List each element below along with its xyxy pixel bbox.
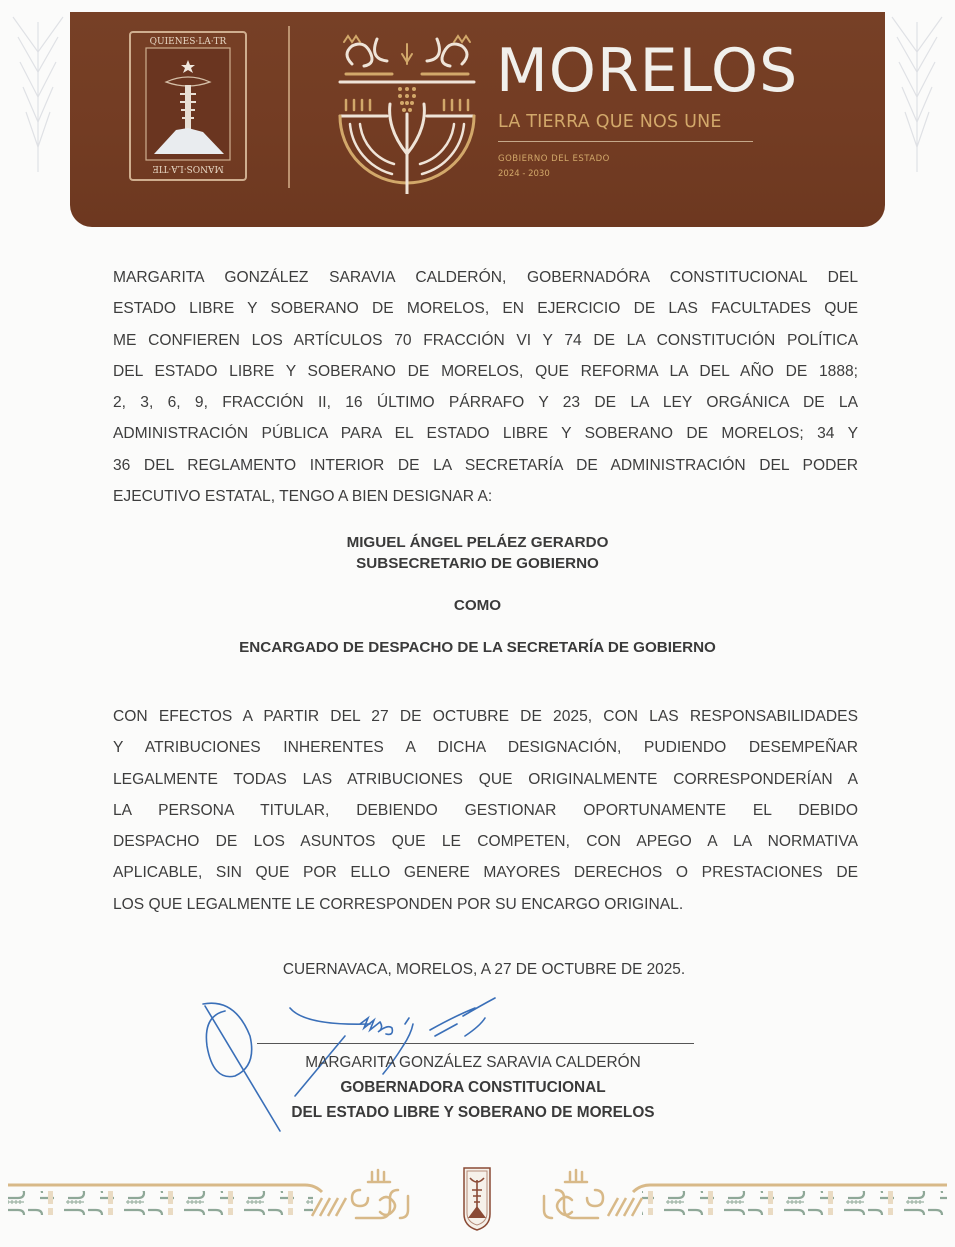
effects-line: DESPACHO DE LOS ASUNTOS QUE LE COMPETEN, CON APEGO A LA NORMATIVA <box>113 833 858 851</box>
effects-line: LA PERSONA TITULAR, DEBIENDO GESTIONAR OPORTUNAMENTE EL DEBIDO <box>113 801 858 819</box>
signer-title: GOBERNADORA CONSTITUCIONAL <box>340 1079 606 1096</box>
side-ornament-left <box>8 12 68 182</box>
brand-rule <box>498 141 753 142</box>
appointment-title: ENCARGADO DE DESPACHO DE LA SECRETARÍA DE GOBIERNO <box>239 639 716 656</box>
como-label: COMO <box>453 597 502 614</box>
effects-line: LEGALMENTE TODAS LAS ATRIBUCIONES QUE ORIGINALMENTE CORRESPONDERÍAN A <box>113 770 858 788</box>
intro-line: 2, 3, 6, 9, FRACCIÓN II, 16 ÚLTIMO PÁRRAFO Y 23 DE LA LEY ORGÁNICA DE LA <box>113 394 858 412</box>
place-date: CUERNAVACA, MORELOS, A 27 DE OCTUBRE DE 2025. <box>282 961 686 978</box>
footer-seal-icon <box>464 1168 490 1230</box>
side-ornament-right <box>887 12 947 182</box>
effects-line: CON EFECTOS A PARTIR DEL 27 DE OCTUBRE DE 2025, CON LAS RESPONSABILIDADES <box>113 708 858 725</box>
brand-title: MORELOS <box>496 36 799 106</box>
effects-paragraph <box>113 701 858 920</box>
intro-line: DEL ESTADO LIBRE Y SOBERANO DE MORELOS, QUE REFORMA LA DEL AÑO DE 1888; <box>113 362 858 380</box>
effects-line: Y ATRIBUCIONES INHERENTES A DICHA DESIGNACIÓN, PUDIENDO DESEMPEÑAR <box>113 739 858 757</box>
effects-line: LOS QUE LEGALMENTE LE CORRESPONDEN POR SU ENCARGO ORIGINAL. <box>113 895 684 913</box>
intro-line: ESTADO LIBRE Y SOBERANO DE MORELOS, EN EJERCICIO DE LAS FACULTADES QUE <box>113 300 858 318</box>
designee-name: MIGUEL ÁNGEL PELÁEZ GERARDO <box>346 534 609 551</box>
intro-line: 36 DEL REGLAMENTO INTERIOR DE LA SECRETARÍA DE ADMINISTRACIÓN DEL PODER <box>113 456 858 474</box>
intro-line: EJECUTIVO ESTATAL, TENGO A BIEN DESIGNAR A: <box>113 488 493 506</box>
signer-name: MARGARITA GONZÁLEZ SARAVIA CALDERÓN <box>305 1054 641 1071</box>
effects-line: APLICABLE, SIN QUE POR ELLO GENERE MAYORES DERECHOS O PRESTACIONES DE <box>113 864 858 882</box>
brand-government: GOBIERNO DEL ESTADO <box>498 154 610 164</box>
intro-line: ME CONFIEREN LOS ARTÍCULOS 70 FRACCIÓN VI Y 74 DE LA CONSTITUCIÓN POLÍTICA <box>113 331 858 349</box>
intro-line: ADMINISTRACIÓN PÚBLICA PARA EL ESTADO LIBRE Y SOBERANO DE MORELOS; 34 Y <box>113 425 858 443</box>
signer-entity: DEL ESTADO LIBRE Y SOBERANO DE MORELOS <box>291 1104 655 1121</box>
brand-tagline: LA TIERRA QUE NOS UNE <box>498 112 722 132</box>
svg-text:MANOS·LA·TIE: MANOS·LA·TIE <box>152 163 224 173</box>
footer-ornament <box>0 1160 955 1247</box>
brand-years: 2024 - 2030 <box>498 169 550 179</box>
header-divider <box>288 26 290 188</box>
intro-line: MARGARITA GONZÁLEZ SARAVIA CALDERÓN, GOBERNADÓRA CONSTITUCIONAL DEL <box>113 269 858 286</box>
svg-text:QUIENES·LA·TR: QUIENES·LA·TR <box>149 37 227 47</box>
state-coat-of-arms-icon <box>128 30 248 186</box>
header-banner <box>70 12 885 227</box>
morelos-emblem-icon <box>332 34 482 194</box>
intro-paragraph <box>113 262 858 512</box>
designee-position: SUBSECRETARIO DE GOBIERNO <box>356 555 599 572</box>
